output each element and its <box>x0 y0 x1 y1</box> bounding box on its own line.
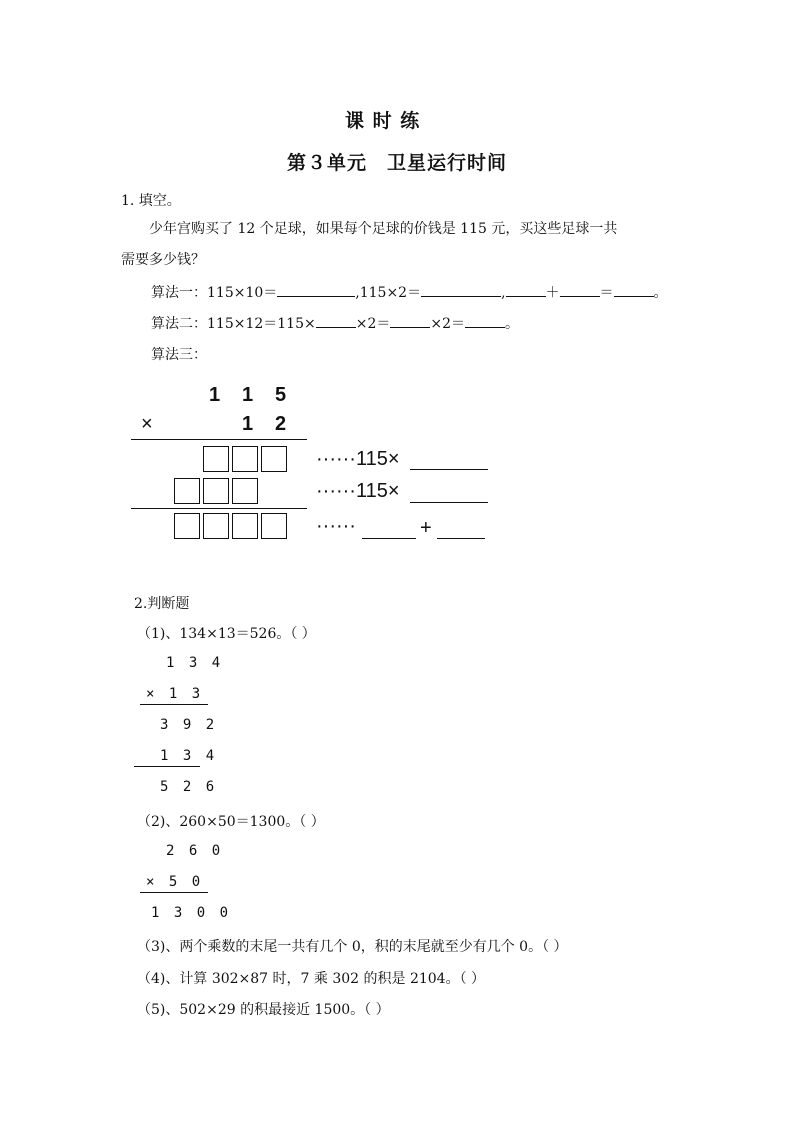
calc1-line3: 3 9 2 <box>160 717 218 733</box>
answer-box-row2-1[interactable] <box>174 478 200 504</box>
method1-text-b: ,115×2＝ <box>355 285 422 301</box>
answer-box-row1-3[interactable] <box>261 446 287 472</box>
method2-line <box>151 313 519 333</box>
method2-text-b: ×2＝ <box>355 316 391 332</box>
row3-blank-1[interactable] <box>362 538 416 539</box>
calc1-rule-2 <box>134 766 200 767</box>
answer-box-row3-3[interactable] <box>232 513 258 539</box>
answer-box-row1-2[interactable] <box>232 446 258 472</box>
q1-problem-line2: 需要多少钱？ <box>121 252 205 268</box>
method2-end: 。 <box>505 316 519 332</box>
calc1-line4: 1 3 4 <box>160 748 218 764</box>
answer-box-row3-1[interactable] <box>174 513 200 539</box>
q2-item-5: （5)、502×29 的积最接近 1500。（ ） <box>137 1002 390 1018</box>
calc1-line1: 1 3 4 <box>166 655 224 671</box>
answer-box-row1-1[interactable] <box>203 446 229 472</box>
calc2-line1: 2 6 0 <box>166 843 224 859</box>
answer-box-row3-2[interactable] <box>203 513 229 539</box>
method1-blank-2[interactable] <box>421 282 501 297</box>
q2-item-1: （1)、134×13＝526。（ ） <box>137 626 316 642</box>
q1-label: 1. 填空。 <box>121 193 181 209</box>
method1-blank-1[interactable] <box>277 282 355 297</box>
multiplicand-digit-1: 1 <box>209 384 221 406</box>
q2-item-2: （2)、260×50＝1300。（ ） <box>137 814 325 830</box>
method1-blank-4[interactable] <box>560 282 600 297</box>
method2-text-c: ×2＝ <box>430 316 465 332</box>
calc2-rule <box>140 892 208 893</box>
multiplicand-digit-3: 5 <box>275 384 287 406</box>
method2-blank-1[interactable] <box>316 313 356 328</box>
method2-blank-2[interactable] <box>390 313 430 328</box>
method1-end: 。 <box>653 285 668 301</box>
q2-item-4: （4)、计算 302×87 时，7 乘 302 的积是 2104。（ ） <box>137 971 486 987</box>
method1-blank-5[interactable] <box>614 282 654 297</box>
q2-item-3: （3)、两个乘数的末尾一共有几个 0，积的末尾就至少有几个 0。（ ） <box>137 939 568 955</box>
answer-box-row3-4[interactable] <box>261 513 287 539</box>
method1-eq: ＝ <box>599 285 614 301</box>
row2-note: ······115× <box>316 480 400 502</box>
method1-blank-3[interactable] <box>506 282 546 297</box>
row1-note-blank[interactable] <box>410 469 488 470</box>
calc1-rule-1 <box>140 704 208 705</box>
row1-note: ······115× <box>316 448 400 470</box>
q1-problem-line1: 少年宫购买了 12 个足球，如果每个足球的价钱是 115 元，买这些足球一共 <box>149 221 618 237</box>
multiplier-digit-2: 2 <box>275 413 287 435</box>
method1-text-c: , <box>501 285 506 301</box>
answer-box-row2-2[interactable] <box>203 478 229 504</box>
unit-title: 第３单元 卫星运行时间 <box>287 152 508 174</box>
calc2-line3: 1 3 0 0 <box>151 905 232 921</box>
row3-dots: ······ <box>316 515 356 537</box>
rule-line-1 <box>131 439 307 440</box>
q2-label: 2.判断题 <box>134 596 190 612</box>
method2-text-a: 算法二：115×12＝115× <box>151 316 316 332</box>
method1-text-a: 算法一：115×10＝ <box>151 285 278 301</box>
multiplicand-digit-2: 1 <box>242 384 254 406</box>
method1-plus: ＋ <box>545 285 560 301</box>
times-sign: × <box>141 413 153 435</box>
method2-blank-3[interactable] <box>465 313 505 328</box>
calc2-line2: × 5 0 <box>146 874 204 890</box>
calc1-line2: × 1 3 <box>146 686 204 702</box>
row3-blank-2[interactable] <box>437 538 485 539</box>
method1-line <box>151 282 668 302</box>
row3-plus: + <box>420 517 432 539</box>
answer-box-row2-3[interactable] <box>232 478 258 504</box>
method3-label: 算法三： <box>151 347 207 363</box>
page-title: 课 时 练 <box>345 110 421 132</box>
row2-note-blank[interactable] <box>410 502 488 503</box>
calc1-line5: 5 2 6 <box>160 779 218 795</box>
multiplier-digit-1: 1 <box>242 413 254 435</box>
rule-line-2 <box>131 508 307 509</box>
